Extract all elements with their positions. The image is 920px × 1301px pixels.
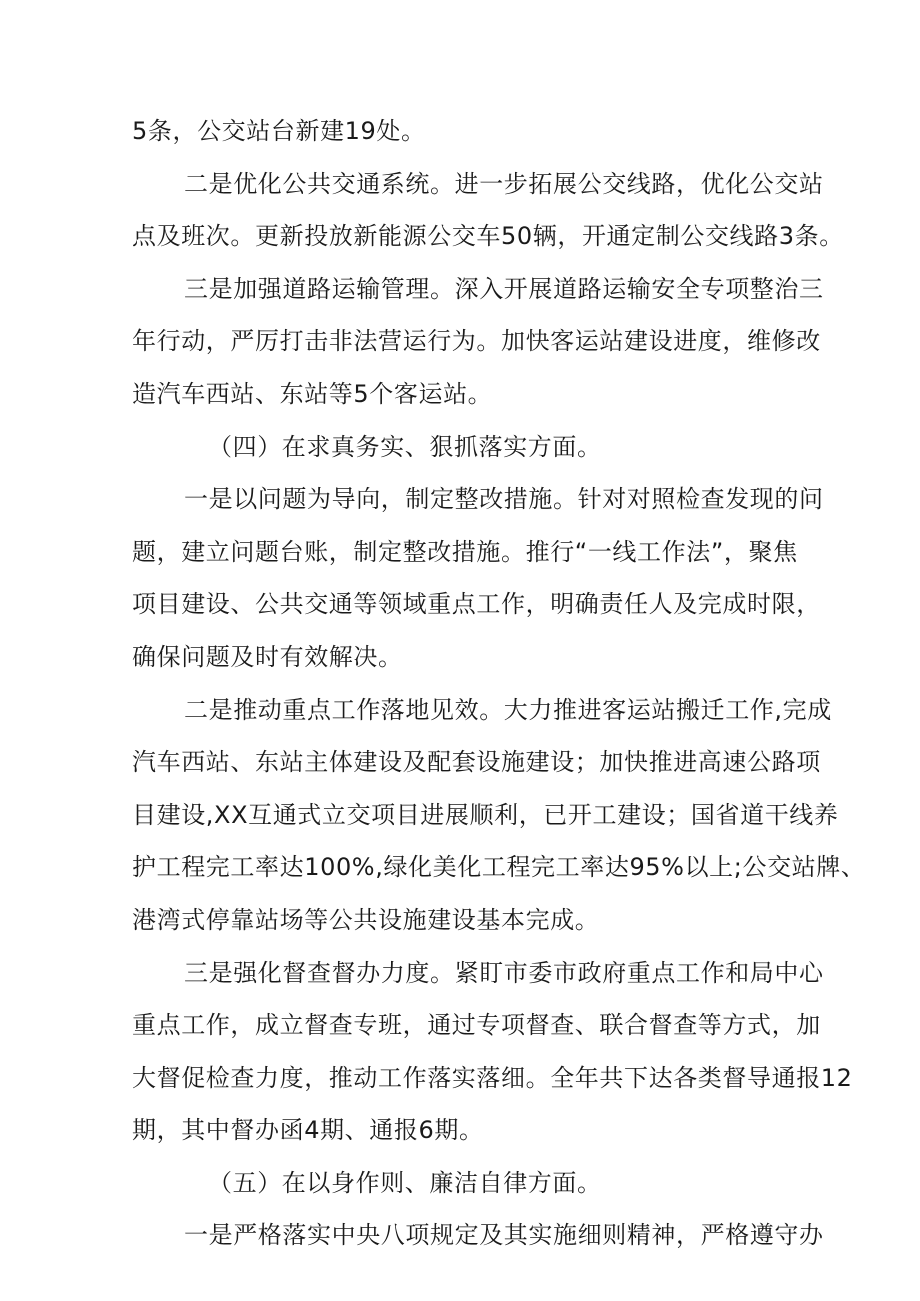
paragraph-line: 一是严格落实中央八项规定及其实施细则精神，严格遵守办 xyxy=(184,1221,824,1250)
paragraph-line: 大督促检查力度，推动工作落实落细。全年共下达各类督导通报12 xyxy=(132,1063,853,1092)
paragraph-line: 项目建设、公共交通等领域重点工作，明确责任人及完成时限， xyxy=(132,590,821,619)
paragraph-line: 护工程完工率达100%,绿化美化工程完工率达95%以上;公交站牌、 xyxy=(132,853,866,882)
paragraph-line: 期，其中督办函4期、通报6期。 xyxy=(132,1116,484,1145)
paragraph-line: 三是加强道路运输管理。深入开展道路运输安全专项整治三 xyxy=(184,274,824,303)
paragraph-line: 目建设,XX互通式立交项目进展顺利，已开工建设；国省道干线养 xyxy=(132,800,839,829)
paragraph-line: 重点工作，成立督查专班，通过专项督查、联合督查等方式，加 xyxy=(132,1011,821,1040)
paragraph-line: 5条，公交站台新建19处。 xyxy=(132,117,426,145)
paragraph-line: 二是优化公共交通系统。进一步拓展公交线路，优化公交站 xyxy=(184,169,824,198)
section-heading: （五）在以身作则、廉洁自律方面。 xyxy=(208,1168,602,1197)
paragraph-line: 年行动，严厉打击非法营运行为。加快客运站建设进度，维修改 xyxy=(132,327,821,356)
paragraph-line: 题，建立问题台账，制定整改措施。推行“一线工作法”，聚焦 xyxy=(132,537,798,566)
paragraph-line: 汽车西站、东站主体建设及配套设施建设；加快推进高速公路项 xyxy=(132,748,821,777)
paragraph-line: 确保问题及时有效解决。 xyxy=(132,642,403,671)
paragraph-line: 二是推动重点工作落地见效。大力推进客运站搬迁工作,完成 xyxy=(184,695,832,724)
paragraph-line: 港湾式停靠站场等公共设施建设基本完成。 xyxy=(132,905,600,934)
section-heading: （四）在求真务实、狠抓落实方面。 xyxy=(208,432,602,461)
paragraph-line: 点及班次。更新投放新能源公交车50辆，开通定制公交线路3条。 xyxy=(132,222,844,251)
paragraph-line: 造汽车西站、东站等5个客运站。 xyxy=(132,379,493,408)
document-body xyxy=(132,105,866,1262)
paragraph-line: 一是以问题为导向，制定整改措施。针对对照检查发现的问 xyxy=(184,485,824,514)
paragraph-line: 三是强化督查督办力度。紧盯市委市政府重点工作和局中心 xyxy=(184,958,824,987)
